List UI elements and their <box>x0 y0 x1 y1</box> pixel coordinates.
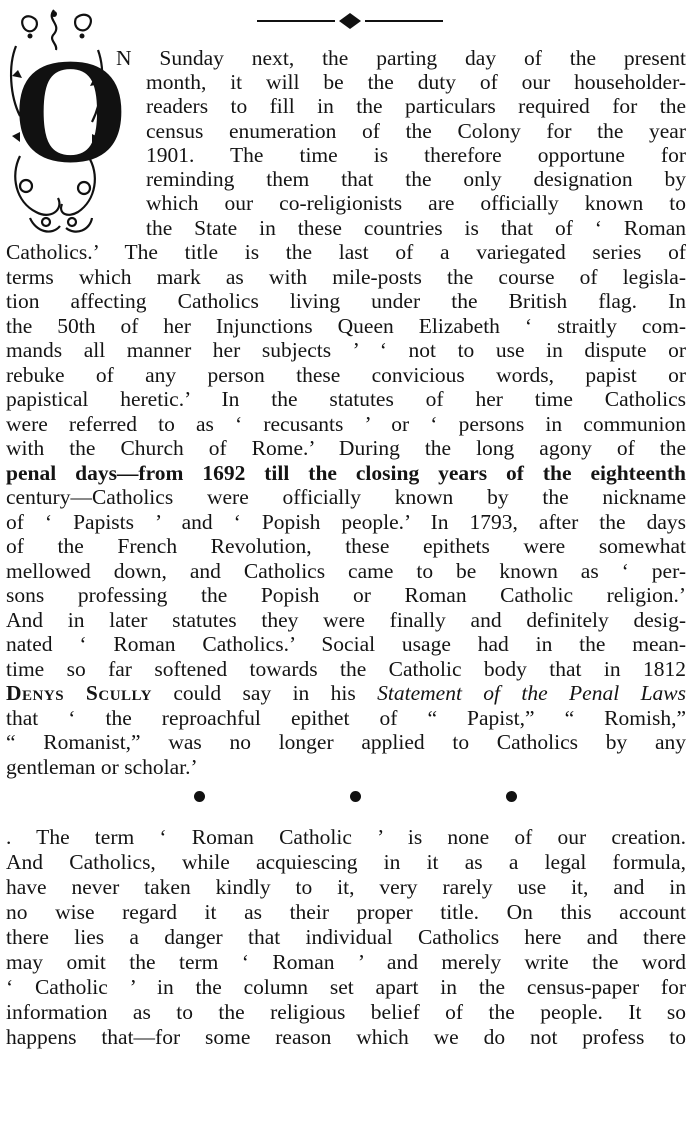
paragraph-1-line: mellowed down, and Catholics came to be known as ‘ per- <box>6 559 686 583</box>
paragraph-1-line: sons professing the Popish or Roman Catholic religion.’ <box>6 583 686 607</box>
paragraph-2-line: . The term ‘ Roman Catholic ’ is none of our creation. <box>6 825 686 849</box>
paragraph-2-line: ‘ Catholic ’ in the column set apart in the census-paper for <box>6 975 686 999</box>
paragraph-1-line: 1901. The time is therefore opportune for <box>146 143 686 167</box>
drop-cap-letter: O <box>12 28 129 194</box>
paragraph-1-line: of ‘ Papists ’ and ‘ Popish people.’ In 1793, after the days <box>6 510 686 534</box>
paragraph-1-line: month, it will be the duty of our householder- <box>146 70 686 94</box>
paragraph-1-line: were referred to as ‘ recusants ’ or ‘ persons in communion <box>6 412 686 436</box>
paragraph-1-line: time so far softened towards the Catholic body that in 1812 <box>6 657 686 681</box>
citation-connector-text: could say in his <box>152 681 378 705</box>
paragraph-1-line-with-citation <box>6 681 686 705</box>
paragraph-1-line: N Sunday next, the parting day of the present <box>116 46 686 70</box>
author-name-smallcaps: Denys Scully <box>6 681 153 705</box>
paragraph-1-line: with the Church of Rome.’ During the long agony of the <box>6 436 686 460</box>
paragraph-1-line: “ Romanist,” was no longer applied to Catholics by any <box>6 730 686 754</box>
paragraph-1-line: the State in these countries is that of ‘ Roman <box>146 216 686 240</box>
paragraph-2-line: may omit the term ‘ Roman ’ and merely write the word <box>6 950 686 974</box>
paragraph-1-line: readers to fill in the particulars required for the <box>146 94 686 118</box>
paragraph-1-line: gentleman or scholar.’ <box>6 755 198 779</box>
header-ornament-rule <box>255 10 445 32</box>
section-separator <box>0 787 700 807</box>
paragraph-2-line: have never taken kindly to it, very rarely use it, and in <box>6 875 686 899</box>
paragraph-2-line: And Catholics, while acquiescing in it as a legal formula, <box>6 850 686 874</box>
paragraph-1-line: the 50th of her Injunctions Queen Elizabeth ‘ straitly com- <box>6 314 686 338</box>
separator-dot-icon <box>350 791 361 802</box>
paragraph-1-line: tion affecting Catholics living under the British flag. In <box>6 289 686 313</box>
paragraph-1-line: census enumeration of the Colony for the year <box>146 119 686 143</box>
separator-dot-icon <box>506 791 517 802</box>
paragraph-1-line: Catholics.’ The title is the last of a variegated series of <box>6 240 686 264</box>
paragraph-2-line: information as to the religious belief of the people. It so <box>6 1000 686 1024</box>
paragraph-1-line: terms which mark as with mile-posts the course of legisla- <box>6 265 686 289</box>
paragraph-1-line: mands all manner her subjects ’ ‘ not to use in dispute or <box>6 338 686 362</box>
paragraph-1-line: And in later statutes they were finally and definitely desig- <box>6 608 686 632</box>
paragraph-1-line: rebuke of any person these convicious words, papist or <box>6 363 686 387</box>
paragraph-2-line: happens that—for some reason which we do not profess to <box>6 1025 686 1049</box>
paragraph-1-line: reminding them that the only designation by <box>146 167 686 191</box>
paragraph-1-line: penal days—from 1692 till the closing years of the eighteenth <box>6 461 686 485</box>
paragraph-2-line: no wise regard it as their proper title. On this account <box>6 900 686 924</box>
paragraph-1-line: of the French Revolution, these epithets were somewhat <box>6 534 686 558</box>
paragraph-2-line: there lies a danger that individual Catholics here and there <box>6 925 686 949</box>
paragraph-1-line: which our co-religionists are officially known to <box>146 191 686 215</box>
paragraph-1-line: nated ‘ Roman Catholics.’ Social usage had in the mean- <box>6 632 686 656</box>
drop-cap-ornament <box>6 6 129 238</box>
paragraph-1-line: that ‘ the reproachful epithet of “ Papist,” “ Romish,” <box>6 706 686 730</box>
paragraph-1-line: papistical heretic.’ In the statutes of her time Catholics <box>6 387 686 411</box>
separator-dot-icon <box>194 791 205 802</box>
paragraph-1-line: century—Catholics were officially known by the nickname <box>6 485 686 509</box>
cited-work-title: Statement of the Penal Laws <box>377 681 686 705</box>
